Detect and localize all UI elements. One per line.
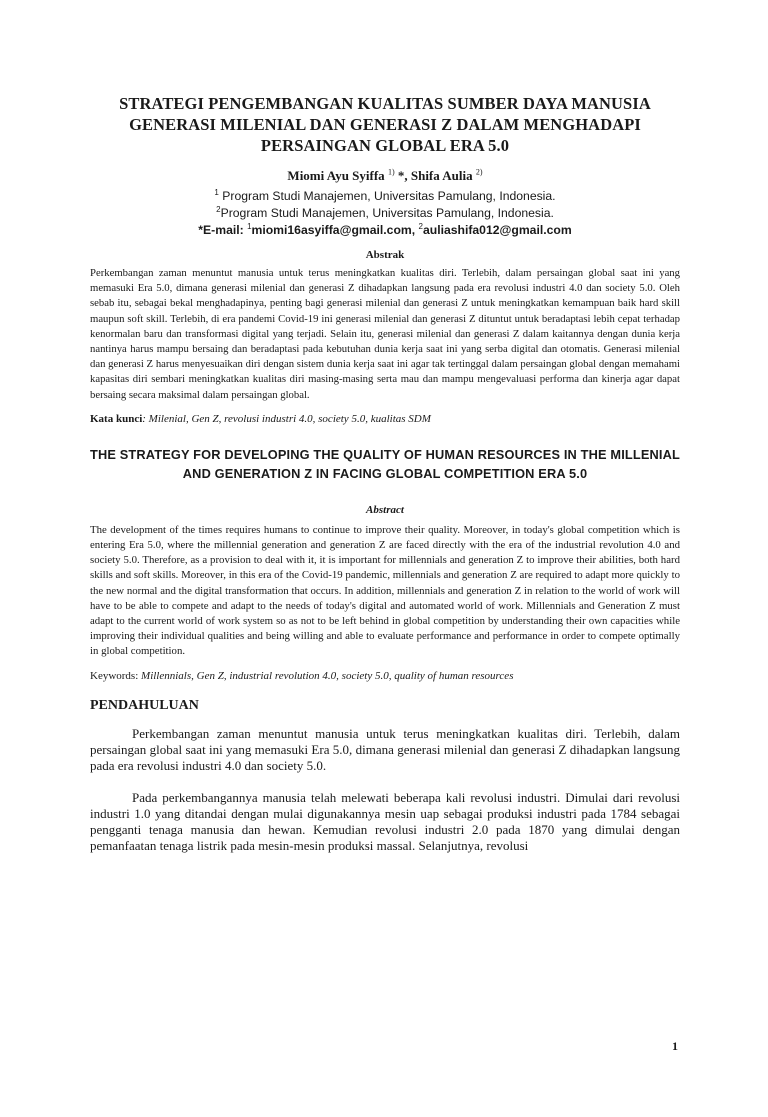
kata-kunci-values: : Milenial, Gen Z, revolusi industri 4.0, society 5.0, kualitas SDM xyxy=(142,412,431,425)
keywords-values: Millennials, Gen Z, industrial revolution 4.0, society 5.0, quality of human resources xyxy=(141,669,514,682)
author-2-sup: 2) xyxy=(475,167,483,177)
affiliation-2 xyxy=(90,205,680,222)
affiliation-1-sup: 1 xyxy=(214,187,219,197)
corresponding-mark: *, xyxy=(394,168,411,183)
email-2-address[interactable]: auliashifa012@gmail.com xyxy=(422,223,572,237)
paper-page xyxy=(0,93,768,1117)
email-1-address[interactable]: miomi16asyiffa@gmail.com, xyxy=(251,223,419,237)
keywords-label: Keywords: xyxy=(90,669,142,682)
body-paragraph-1: Perkembangan zaman menuntut manusia untuk terus meningkatkan kualitas diri. Terlebih, dalam persaingan global saat ini yang memasuki Era 5.0, dimana generasi milenial dan generasi Z dihadapkan langsung pada era revolusi industri 4.0 dan society 5.0. xyxy=(90,725,680,774)
email-label: *E-mail: xyxy=(198,223,248,237)
abstrak-heading: Abstrak xyxy=(365,249,405,261)
abstrak-text: Perkembangan zaman menuntut manusia untuk terus meningkatkan kualitas diri. Terlebih, dalam persaingan global saat ini yang memasuki Era 5.0, dimana generasi milenial dan generasi Z dihadapkan langsung pada era revolusi industri 4.0 dan society 5.0. Oleh sebab itu, sebagai bekal menghadapinya, penting bagi generasi milenial dan generasi Z untuk meningkatkan kemampuan baik hard skill maupun soft skill. Terlebih, di era pandemi Covid-19 ini generasi milenial dan generasi Z dituntut untuk beradaptasi lebih cepat terhadap kenormalan baru dan transformasi digital yang terjadi. Selain itu, generasi milenial dan generasi Z dalam kaitannya dengan dunia kerja nantinya harus mampu bersaing dan beradaptasi pada kebutuhan dunia kerja saat ini yang serba digital dan otomatis. Generasi milenial dan generasi Z harus menyesuaikan diri dengan sistem dunia kerja saat ini agar tak tertinggal dalam persaingan global dengan memahami kapasitas diri sembari meningkatkan kualitas diri masing-masing serta mau dan mampu mengevaluasi performa dan kinerja agar dapat bersaing secara maksimal dalam persaingan global. xyxy=(90,267,680,401)
affiliation-1-text: Program Studi Manajemen, Universitas Pamulang, Indonesia. xyxy=(222,189,556,203)
affiliation-2-sup: 2 xyxy=(216,204,221,214)
body-paragraph-2: Pada perkembangannya manusia telah melewati beberapa kali revolusi industri. Dimulai dari revolusi industri 1.0 yang ditandai dengan mulai digunakannya mesin uap sebagai produksi industri pada 1784 sebagai pengganti tenaga manusia dan hewan. Kemudian revolusi industri 2.0 pada 1870 yang dimulai dengan pemanfaatan tenaga listrik pada mesin-mesin produksi massal. Selanjutnya, revolusi xyxy=(90,789,680,854)
email-1-sup: 1 xyxy=(247,221,252,231)
affiliation-2-text: Program Studi Manajemen, Universitas Pamulang, Indonesia. xyxy=(220,206,554,220)
kata-kunci-label: Kata kunci xyxy=(90,412,143,425)
paper-title-indonesian: STRATEGI PENGEMBANGAN KUALITAS SUMBER DAYA MANUSIA GENERASI MILENIAL DAN GENERASI Z DALAM MENGHADAPI PERSAINGAN GLOBAL ERA 5.0 xyxy=(119,94,651,155)
abstract-heading: Abstract xyxy=(366,503,404,516)
page-number: 1 xyxy=(672,1039,678,1053)
paper-title-english: THE STRATEGY FOR DEVELOPING THE QUALITY OF HUMAN RESOURCES IN THE MILLENIAL AND GENERATION Z IN FACING GLOBAL COMPETITION ERA 5.0 xyxy=(90,446,680,481)
email-2-sup: 2 xyxy=(418,221,423,231)
section-heading-pendahuluan: PENDAHULUAN xyxy=(90,697,199,713)
affiliation-1 xyxy=(90,188,680,205)
author-2-name: Shifa Aulia xyxy=(410,168,473,183)
author-1-sup: 1) xyxy=(387,167,395,177)
abstract-text: The development of the times requires humans to continue to improve their quality. Moreover, in today's global competition which is entering Era 5.0, where the millennial generation and generation Z are faced directly with the era of the industrial revolution 4.0 and society 5.0. Therefore, as a provision to deal with it, it is important for millennials and generation Z to improve their abilities, both hard skills and soft skills. Moreover, in this era of the Covid-19 pandemic, millennials and generation Z are required to adapt more quickly to the new normal and the digital transformation that occurs. In addition, millennials and generation Z in relation to the world of work will have to be able to compete and adapt to the needs of today's digital and automated world of work. Millennials and Generation Z must adapt to the current world of work system so as not to be left behind in global competition by understanding their own capacities while improving their individual qualities and being willing and able to evaluate performance and performance in order to compete optimally in global competition. xyxy=(90,523,680,658)
email-line xyxy=(90,222,680,239)
kata-kunci-line xyxy=(90,412,680,427)
author-line xyxy=(90,167,680,184)
author-1-name: Miomi Ayu Syiffa xyxy=(287,168,385,183)
keywords-line xyxy=(90,669,680,684)
